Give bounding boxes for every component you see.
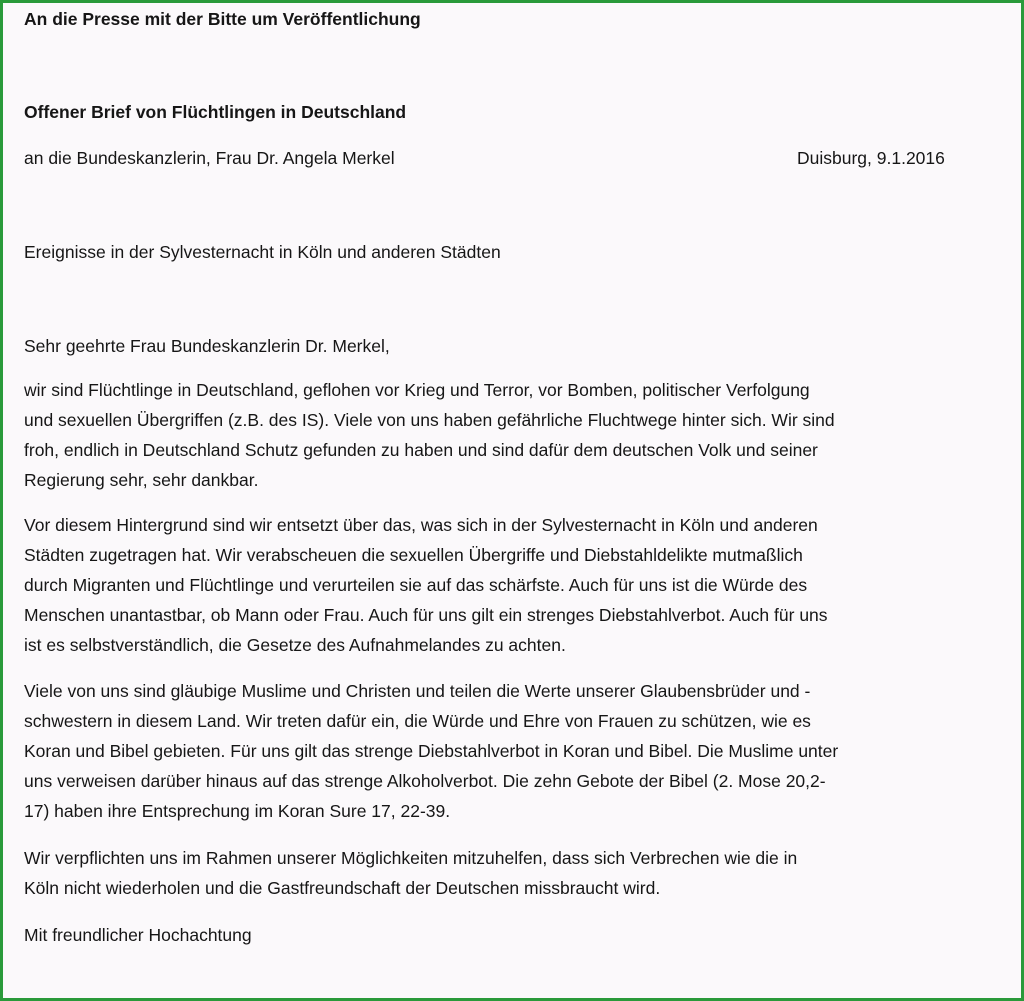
paragraph-line: wir sind Flüchtlinge in Deutschland, geflohen vor Krieg und Terror, vor Bomben, politischer Verfolgung [24,380,810,400]
paragraph-1 [24,375,1009,495]
paragraph-line: uns verweisen darüber hinaus auf das strenge Alkoholverbot. Die zehn Gebote der Bibel (2. Mose 20,2- [24,771,826,791]
paragraph-3 [24,676,1009,826]
salutation: Sehr geehrte Frau Bundeskanzlerin Dr. Merkel, [24,336,390,356]
paragraph-line: Wir verpflichten uns im Rahmen unserer Möglichkeiten mitzuhelfen, dass sich Verbrechen wie die in [24,848,798,868]
place-date: Duisburg, 9.1.2016 [797,148,945,168]
paragraph-2 [24,510,1009,660]
paragraph-line: Viele von uns sind gläubige Muslime und Christen und teilen die Werte unserer Glaubensbrüder und - [24,681,811,701]
paragraph-line: schwestern in diesem Land. Wir treten dafür ein, die Würde und Ehre von Frauen zu schützen, wie es [24,711,811,731]
letter-title: Offener Brief von Flüchtlingen in Deutschland [24,102,407,122]
paragraph-line: ist es selbstverständlich, die Gesetze des Aufnahmelandes zu achten. [24,635,566,655]
paragraph-line: Vor diesem Hintergrund sind wir entsetzt über das, was sich in der Sylvesternacht in Köln und anderen [24,515,818,535]
paragraph-line: Menschen unantastbar, ob Mann oder Frau. Auch für uns gilt ein strenges Diebstahlverbot. Auch für uns [24,605,828,625]
paragraph-line: durch Migranten und Flüchtlinge und verurteilen sie auf das schärfste. Auch für uns ist die Würde des [24,575,808,595]
recipient-line: an die Bundeskanzlerin, Frau Dr. Angela Merkel [24,148,395,168]
paragraph-line: froh, endlich in Deutschland Schutz gefunden zu haben und sind dafür dem deutschen Volk und seiner [24,440,818,460]
paragraph-line: und sexuellen Übergriffen (z.B. des IS). Viele von uns haben gefährliche Fluchtwege hinter sich. Wir sind [24,410,835,430]
paragraph-line: Städten zugetragen hat. Wir verabscheuen die sexuellen Übergriffe und Diebstahldelikte mutmaßlich [24,545,803,565]
paragraph-line: Köln nicht wiederholen und die Gastfreundschaft der Deutschen missbraucht wird. [24,878,661,898]
closing: Mit freundlicher Hochachtung [24,925,252,945]
paragraph-line: Regierung sehr, sehr dankbar. [24,470,259,490]
paragraph-line: Koran und Bibel gebieten. Für uns gilt das strenge Diebstahlverbot in Koran und Bibel. Die Muslime unter [24,741,839,761]
subject-line: Ereignisse in der Sylvesternacht in Köln und anderen Städten [24,242,501,262]
press-line: An die Presse mit der Bitte um Veröffentlichung [24,9,421,29]
paragraph-line: 17) haben ihre Entsprechung im Koran Sure 17, 22-39. [24,801,451,821]
paragraph-4 [24,843,1009,903]
